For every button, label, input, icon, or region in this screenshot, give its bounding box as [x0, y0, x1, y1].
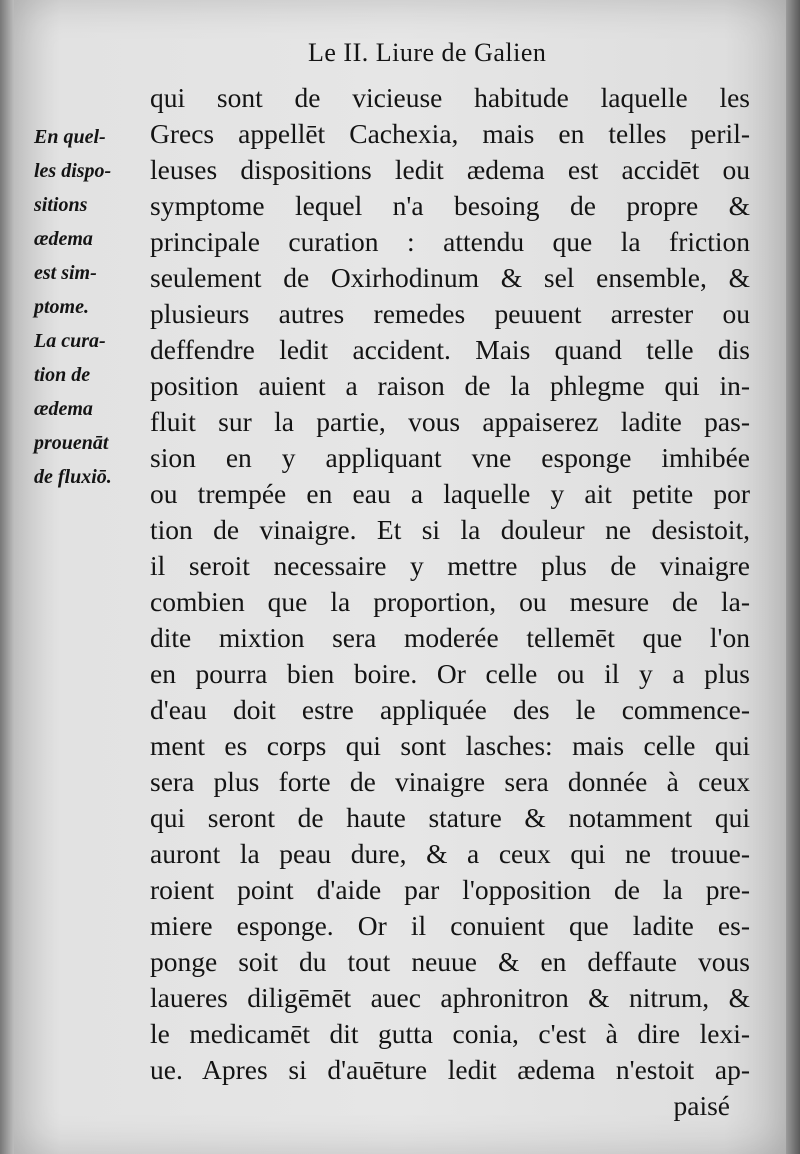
text-line: tion de vinaigre. Et si la douleur ne desistoit, — [150, 514, 750, 545]
text-line: d'eau doit estre appliquée des le commence- — [150, 694, 750, 725]
text-line: le medicamēt dit gutta conia, c'est à dire lexi- — [150, 1018, 750, 1049]
margin-note-line: ædema — [34, 228, 93, 250]
text-line: dite mixtion sera moderée tellemēt que l'on — [150, 622, 750, 653]
text-line: ment es corps qui sont lasches: mais celle qui — [150, 730, 750, 761]
margin-note-line: sitions — [34, 194, 88, 216]
margin-notes — [34, 120, 154, 494]
catchword: paisé — [673, 1090, 730, 1121]
text-line: principale curation : attendu que la friction — [150, 226, 750, 257]
text-line: symptome lequel n'a besoing de propre & — [150, 190, 750, 221]
text-line: qui seront de haute stature & notamment qui — [150, 802, 750, 833]
margin-note-line: La cura- — [34, 330, 106, 352]
text-line: laueres diligēmēt auec aphronitron & nitrum, & — [150, 982, 750, 1013]
text-line: plusieurs autres remedes peuuent arrester ou — [150, 298, 750, 329]
text-line: sion en y appliquant vne esponge imhibée — [150, 442, 750, 473]
text-line: ue. Apres si d'auēture ledit ædema n'estoit ap- — [150, 1054, 750, 1085]
text-line: roient point d'aide par l'opposition de la pre- — [150, 874, 750, 905]
margin-note-cure-of-ædema — [34, 324, 154, 494]
text-line: fluit sur la partie, vous appaiserez ladite pas- — [150, 406, 750, 437]
body-text — [150, 80, 750, 1124]
running-head: Le II. Liure de Galien — [308, 38, 547, 67]
margin-note-line: prouenāt — [34, 432, 109, 454]
text-line: combien que la proportion, ou mesure de la- — [150, 586, 750, 617]
margin-note-ædema-symptom — [34, 120, 154, 324]
margin-note-line: ptome. — [34, 296, 89, 318]
text-line: ponge soit du tout neuue & en deffaute vous — [150, 946, 750, 977]
text-line: leuses dispositions ledit ædema est accidēt ou — [150, 154, 750, 185]
margin-note-line: de fluxiō. — [34, 466, 112, 488]
page-left-edge — [0, 0, 14, 1154]
text-line: deffendre ledit accident. Mais quand telle dis — [150, 334, 750, 365]
page-right-edge — [786, 0, 800, 1154]
text-line: il seroit necessaire y mettre plus de vinaigre — [150, 550, 750, 581]
text-line: auront la peau dure, & a ceux qui ne trouue- — [150, 838, 750, 869]
margin-note-line: En quel- — [34, 126, 106, 148]
margin-note-line: est sim- — [34, 262, 97, 284]
text-line: ou trempée en eau a laquelle y ait petite por — [150, 478, 750, 509]
margin-note-line: les dispo- — [34, 160, 112, 182]
margin-note-line: ædema — [34, 398, 93, 420]
text-line: en pourra bien boire. Or celle ou il y a plus — [150, 658, 750, 689]
text-line: position auient a raison de la phlegme qui in- — [150, 370, 750, 401]
text-line: miere esponge. Or il conuient que ladite es- — [150, 910, 750, 941]
text-line: sera plus forte de vinaigre sera donnée à ceux — [150, 766, 750, 797]
text-line: Grecs appellēt Cachexia, mais en telles peril- — [150, 118, 750, 149]
text-line: seulement de Oxirhodinum & sel ensemble, & — [150, 262, 750, 293]
text-line: qui sont de vicieuse habitude laquelle les — [150, 82, 750, 113]
margin-note-line: tion de — [34, 364, 91, 386]
